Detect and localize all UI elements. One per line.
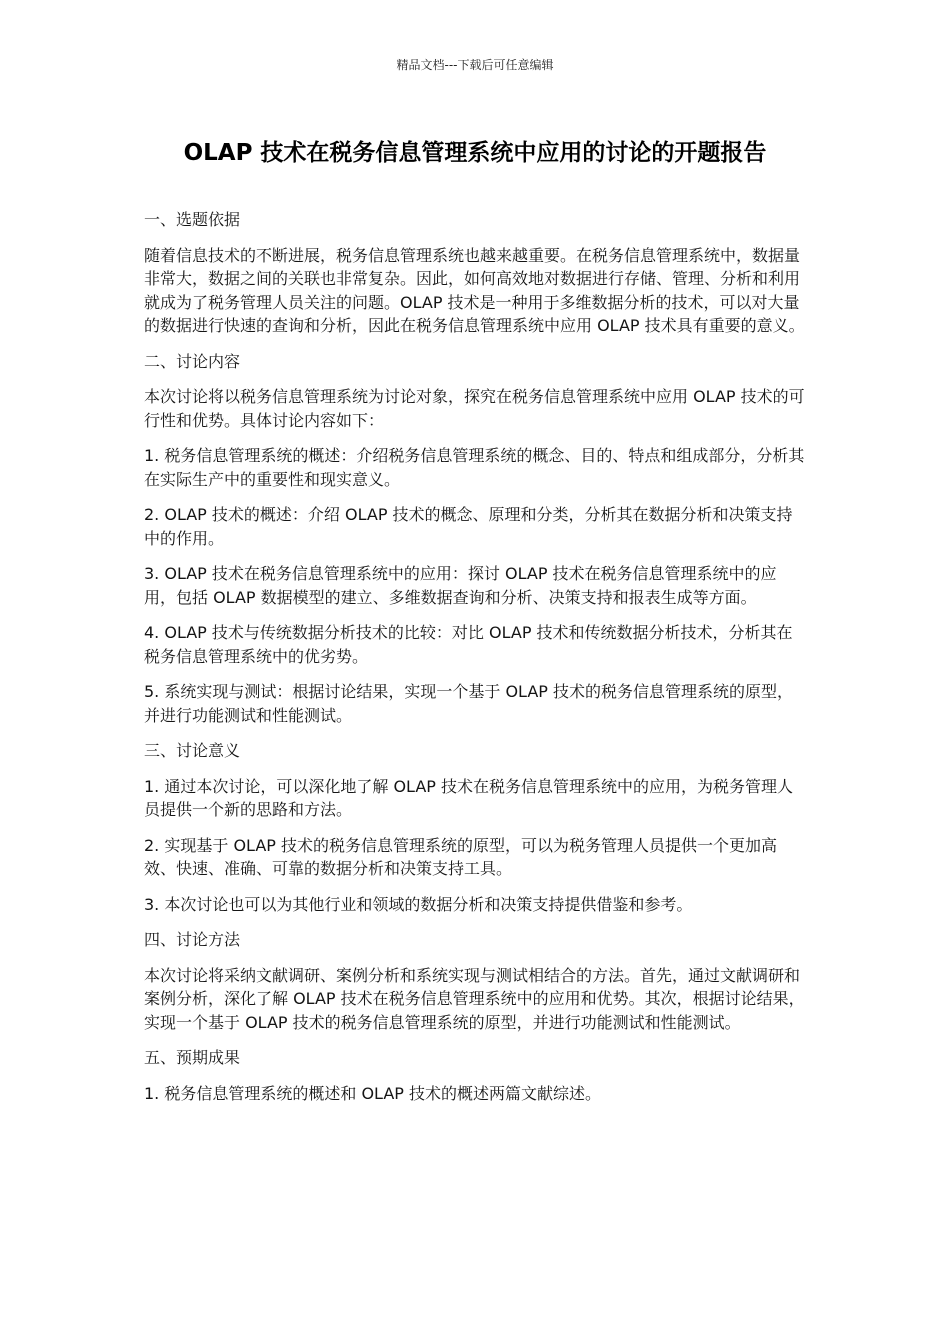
list-item-content-4: 4. OLAP 技术与传统数据分析技术的比较：对比 OLAP 技术和传统数据分析技术，分析其在税务信息管理系统中的优劣势。 — [144, 623, 793, 666]
document-title: OLAP 技术在税务信息管理系统中应用的讨论的开题报告 — [183, 140, 767, 166]
list-item-content-5: 5. 系统实现与测试：根据讨论结果，实现一个基于 OLAP 技术的税务信息管理系统的原型，并进行功能测试和性能测试。 — [144, 682, 793, 725]
paragraph-method: 本次讨论将采纳文献调研、案例分析和系统实现与测试相结合的方法。首先，通过文献调研和案例分析，深化了解 OLAP 技术在税务信息管理系统中的应用和优势。其次，根据讨论结果，实现一个基于 OLAP 技术的税务信息管理系统的原型，并进行功能测试和性能测试。 — [144, 965, 805, 1032]
list-item-significance-2: 2. 实现基于 OLAP 技术的税务信息管理系统的原型，可以为税务管理人员提供一个更加高效、快速、准确、可靠的数据分析和决策支持工具。 — [144, 835, 777, 878]
list-item-content-1: 1. 税务信息管理系统的概述：介绍税务信息管理系统的概念、目的、特点和组成部分，分析其在实际生产中的重要性和现实意义。 — [144, 446, 805, 489]
paragraph-basis: 随着信息技术的不断进展，税务信息管理系统也越来越重要。在税务信息管理系统中，数据量非常大，数据之间的关联也非常复杂。因此，如何高效地对数据进行存储、管理、分析和利用就成为了税务管理人员关注的问题。OLAP 技术是一种用于多维数据分析的技术，可以对大量的数据进行快速的查询和分析，因此在税务信息管理系统中应用 OLAP 技术具有重要的意义。 — [144, 245, 805, 335]
section-heading-basis: 一、选题依据 — [144, 210, 241, 229]
section-heading-method: 四、讨论方法 — [144, 930, 241, 949]
header-note: 精品文档---下载后可任意编辑 — [396, 58, 554, 72]
paragraph-content-intro: 本次讨论将以税务信息管理系统为讨论对象，探究在税务信息管理系统中应用 OLAP 技术的可行性和优势。具体讨论内容如下： — [144, 387, 805, 430]
document-body — [144, 208, 808, 1117]
list-item-content-3: 3. OLAP 技术在税务信息管理系统中的应用：探讨 OLAP 技术在税务信息管理系统中的应用，包括 OLAP 数据模型的建立、多维数据查询和分析、决策支持和报表生成等方面。 — [144, 564, 777, 607]
list-item-significance-3: 3. 本次讨论也可以为其他行业和领域的数据分析和决策支持提供借鉴和参考。 — [144, 894, 693, 914]
section-heading-content: 二、讨论内容 — [144, 351, 241, 371]
section-heading-significance: 三、讨论意义 — [144, 741, 241, 760]
list-item-content-2: 2. OLAP 技术的概述：介绍 OLAP 技术的概念、原理和分类，分析其在数据分析和决策支持中的作用。 — [144, 505, 793, 548]
list-item-outcomes-1: 1. 税务信息管理系统的概述和 OLAP 技术的概述两篇文献综述。 — [144, 1083, 601, 1103]
list-item-significance-1: 1. 通过本次讨论，可以深化地了解 OLAP 技术在税务信息管理系统中的应用，为税务管理人员提供一个新的思路和方法。 — [144, 776, 793, 819]
section-heading-outcomes: 五、预期成果 — [144, 1048, 241, 1067]
